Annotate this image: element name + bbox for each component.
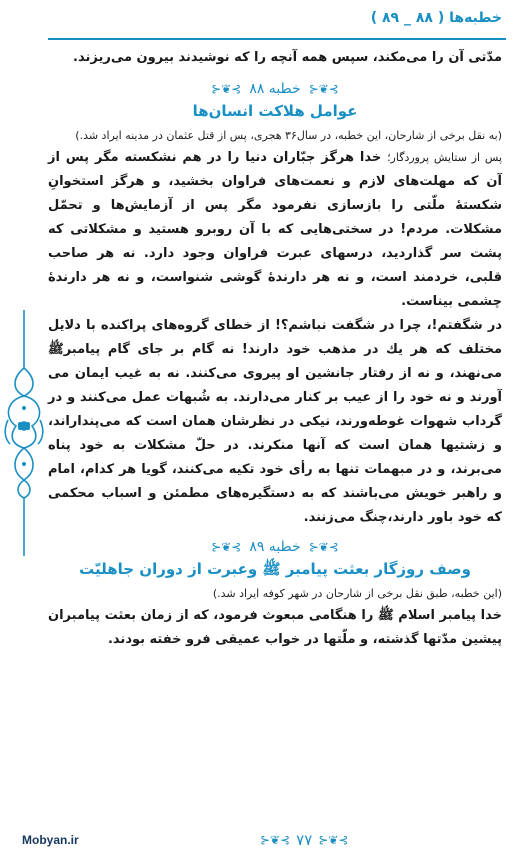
ornament-icon: ⊱❦⊰ [318, 833, 349, 847]
side-ornament-icon [2, 308, 46, 558]
intro-line: مدّتی آن را می‌مکند، سپس همه آنچه را که نوشیدند بیرون می‌ریزند. [73, 50, 502, 65]
khutba-89-heading [48, 536, 502, 558]
khutba-88-body-1: خدا هرگز جبّاران دنیا را در هم نشکسته مگر پس از آن که مهلت‌های لازم و نعمت‌های فراوان بخشید، و هرگز استخوانِ شکستهٔ ملّتی را بازسازی نفرمود مگر پس از آزمایش‌ها و تحمّل مشکلات. مردم! در سختی‌هایی که با آن روبرو هستید و مشکلاتی که پشت سر گذاردید، درسهای عبرت فراوان وجود دارد. نه هر صاحب قلبی، خردمند است، و نه هر دارندهٔ گوشی شنواست، و نه هر دارندهٔ چشمی بیناست. [48, 150, 502, 309]
page-footer [0, 827, 520, 849]
ornament-icon: ⊱❦⊰ [308, 540, 339, 554]
page-header-title: خطبه‌ها ( ۸۸ _ ۸۹ ) [370, 10, 502, 26]
khutba-88-note: (به نقل برخی از شارحان، این خطبه، در سال۳۶ هجری، پس از قتل عثمان در مدینه ایراد شد.) [75, 129, 502, 142]
khutba-88-paragraph-2: در شگفتم!، چرا در شگفت نباشم؟! از خطای گروه‌های پراکنده با دلایل مختلف که هر یك در مذهب خود دارند! نه گام بر جای گام پیامبرﷺ می‌نهند، و نه از رفتار جانشین او پیروی می‌کنند. نه به غیب ایمان می آورند و نه خود را از عیب بر کنار می‌دارند. به شُبهات عمل می‌کنند و در گرداب شهوات غوطه‌ورند، نیکی در نظرشان همان است که می‌پنداراند، و زشتیها همان است که آنها منکرند. در حلّ مشکلات به خود پناه می‌برند، و در مبهمات تنها به رأی خود تکیه می‌کنند، گویا هر کدام، امام و راهبر خویش می‌باشند که به دستگیره‌های مطمئن و اسباب محکمی که خود باور دارند،چنگ می‌زنند. [48, 318, 502, 525]
header-divider [48, 38, 506, 40]
footer-brand[interactable]: Mobyan.ir [22, 833, 79, 847]
khutba-89-title: وصف روزگار بعثت پیامبر ﷺ وعبرت از دوران جاهلیّت [79, 560, 471, 578]
khutba-88-paragraph-1 [48, 146, 502, 314]
khutba-89-number: خطبه ۸۹ [249, 539, 301, 555]
khutba-88-number: خطبه ۸۸ [249, 81, 301, 97]
page-content [48, 46, 502, 652]
khutba-89-note: (این خطبه، طبق نقل برخی از شارحان در شهر کوفه ایراد شد.) [212, 587, 502, 600]
khutba-88-lead: پس از ستایش پروردگار؛ [387, 151, 503, 164]
ornament-icon: ⊱❦⊰ [211, 540, 242, 554]
khutba-88-heading [48, 78, 502, 100]
page-number: ۷۷ [296, 831, 313, 849]
footer-page-number [260, 831, 348, 849]
khutba-89-paragraph-1: خدا پیامبر اسلام ﷺ را هنگامی مبعوث فرمود، که از زمان بعثت پیامبران پیشین مدّتها گذشته، و ملّتها در خواب عمیقی فرو خفته بودند. [48, 608, 502, 647]
ornament-icon: ⊱❦⊰ [260, 833, 291, 847]
ornament-icon: ⊱❦⊰ [308, 82, 339, 96]
ornament-icon: ⊱❦⊰ [211, 82, 242, 96]
khutba-88-title: عوامل هلاکت انسان‌ها [192, 102, 358, 120]
